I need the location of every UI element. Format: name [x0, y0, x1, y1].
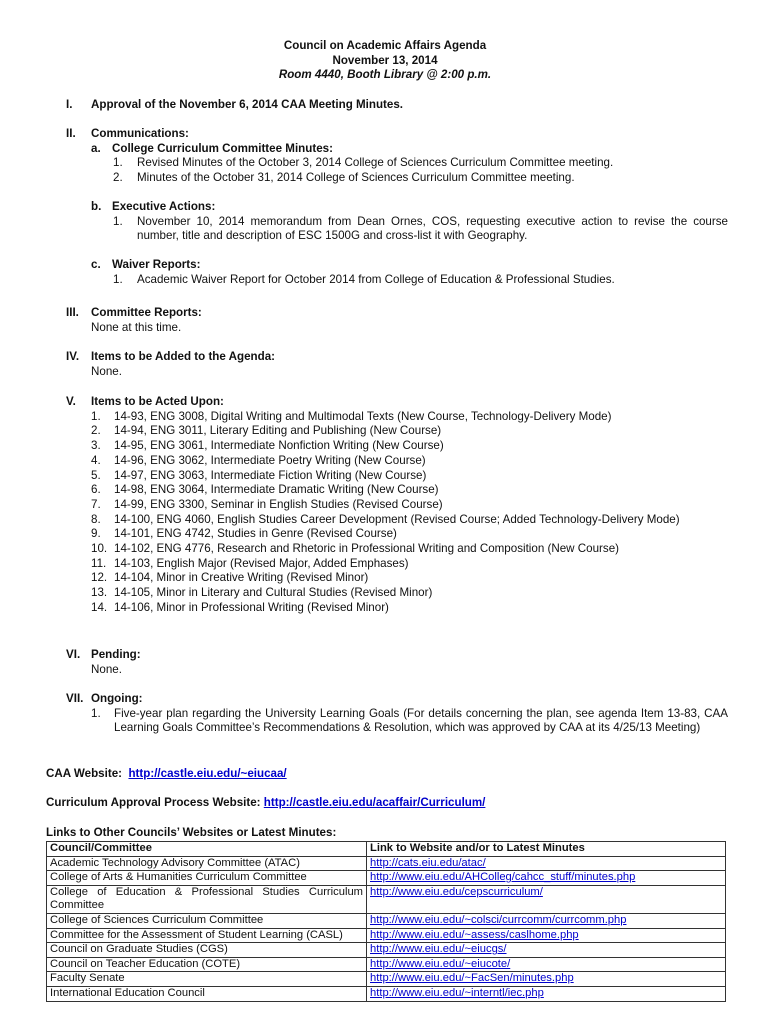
curriculum-website-link[interactable]: http://castle.eiu.edu/acaffair/Curriculum/: [263, 796, 486, 809]
council-link[interactable]: http://cats.eiu.edu/atac/: [370, 856, 486, 869]
item-number: 2.: [113, 171, 123, 185]
subsection-title: Executive Actions:: [112, 199, 216, 213]
item-text: 14-105, Minor in Literary and Cultural Studies (Revised Minor): [114, 586, 433, 600]
council-link-cell: [367, 972, 726, 987]
item-text: Academic Waiver Report for October 2014 from College of Education & Professional Studies.: [137, 272, 615, 286]
council-link[interactable]: http://www.eiu.edu/~assess/caslhome.php: [370, 928, 579, 941]
section-number: I.: [66, 98, 73, 111]
subsection-a: [91, 142, 728, 186]
council-link-cell: [367, 871, 726, 886]
section-number: II.: [66, 127, 76, 140]
subsection-b: [91, 200, 728, 244]
item-text: 14-93, ENG 3008, Digital Writing and Multimodal Texts (New Course, Technology-Delivery Mode): [114, 409, 612, 423]
item-text: 14-94, ENG 3011, Literary Editing and Publishing (New Course): [114, 424, 442, 438]
item-text: 14-104, Minor in Creative Writing (Revised Minor): [114, 571, 369, 585]
item-number: 10.: [91, 542, 108, 556]
council-link-cell: [367, 856, 726, 871]
council-link[interactable]: http://www.eiu.edu/AHColleg/cahcc_stuff/minutes.php: [370, 871, 636, 884]
table-header-row: [47, 842, 726, 857]
council-link[interactable]: http://www.eiu.edu/cepscurriculum/: [370, 885, 543, 898]
item-number: 2.: [91, 424, 101, 438]
council-link[interactable]: http://www.eiu.edu/~colsci/currcomm/currcomm.php: [370, 913, 627, 926]
section-6: [66, 648, 728, 677]
table-row: [47, 943, 726, 958]
links-heading: Links to Other Councils’ Websites or Latest Minutes:: [46, 826, 337, 839]
council-name-cell: College of Sciences Curriculum Committee: [47, 913, 367, 928]
item-number: 3.: [91, 439, 101, 453]
section-number: VII.: [66, 692, 84, 705]
item-number: 1.: [91, 409, 101, 423]
agenda-header: [0, 39, 770, 83]
caa-website-label: CAA Website:: [46, 767, 123, 780]
list-item: [91, 483, 728, 498]
item-number: 7.: [91, 497, 101, 511]
section-3: [66, 306, 728, 335]
list-item: [91, 601, 728, 616]
item-text: 14-98, ENG 3064, Intermediate Dramatic Writing (New Course): [114, 483, 439, 497]
council-name-cell: Faculty Senate: [47, 972, 367, 987]
agenda-date: November 13, 2014: [332, 53, 438, 67]
curriculum-website-label: Curriculum Approval Process Website:: [46, 796, 261, 809]
council-link-cell: [367, 885, 726, 913]
subsection-title: Waiver Reports:: [112, 257, 201, 271]
council-link[interactable]: http://www.eiu.edu/~eiucote/: [370, 957, 511, 970]
section-body: None.: [91, 662, 122, 676]
table-row: [47, 871, 726, 886]
council-link-cell: [367, 957, 726, 972]
section-title: Items to be Added to the Agenda:: [91, 350, 275, 363]
council-name-cell: International Education Council: [47, 986, 367, 1001]
list-item: [113, 156, 728, 171]
item-number: 8.: [91, 512, 101, 526]
section-7: [66, 692, 728, 736]
item-number: 9.: [91, 527, 101, 541]
list-item: [91, 439, 728, 454]
item-number: 1.: [91, 706, 101, 720]
section-title: Approval of the November 6, 2014 CAA Meeting Minutes.: [91, 98, 404, 111]
item-text: 14-99, ENG 3300, Seminar in English Studies (Revised Course): [114, 497, 443, 511]
item-number: 13.: [91, 586, 108, 600]
council-name-cell: Council on Graduate Studies (CGS): [47, 943, 367, 958]
council-name-cell: Council on Teacher Education (COTE): [47, 957, 367, 972]
section-2: [66, 127, 728, 287]
item-number: 6.: [91, 483, 101, 497]
item-number: 5.: [91, 468, 101, 482]
section-number: VI.: [66, 648, 81, 661]
section-number: V.: [66, 395, 76, 408]
subsection-title: College Curriculum Committee Minutes:: [112, 141, 333, 155]
list-item: [91, 586, 728, 601]
item-number: 14.: [91, 600, 108, 614]
agenda-location: Room 4440, Booth Library @ 2:00 p.m.: [278, 68, 492, 82]
item-text: Minutes of the October 31, 2014 College of Sciences Curriculum Committee meeting.: [137, 171, 575, 185]
council-link[interactable]: http://www.eiu.edu/~FacSen/minutes.php: [370, 972, 574, 985]
subsection-letter: c.: [91, 257, 101, 271]
table-row: [47, 972, 726, 987]
item-text: Five-year plan regarding the University Learning Goals (For details concerning the plan, see agenda Item 13-83, CAA Learning Goals Committee’s Recommendations & Resolution, which was approved by CAA at its 4/25/13 Meeting): [114, 706, 728, 735]
councils-table: [46, 841, 726, 1002]
section-title: Ongoing:: [91, 692, 143, 705]
item-text: 14-100, ENG 4060, English Studies Career Development (Revised Course; Added Technology-Delivery Mode): [114, 512, 680, 526]
curriculum-website: [46, 796, 485, 811]
section-title: Committee Reports:: [91, 306, 202, 319]
list-item: [91, 707, 728, 736]
item-number: 1.: [113, 214, 123, 228]
table-row: [47, 928, 726, 943]
table-row: [47, 885, 726, 913]
section-title: Pending:: [91, 648, 141, 661]
agenda-title: Council on Academic Affairs Agenda: [283, 39, 487, 52]
council-name-cell: College of Education & Professional Studies Curriculum Committee: [47, 885, 367, 913]
council-name-cell: Academic Technology Advisory Committee (ATAC): [47, 856, 367, 871]
list-item: [91, 410, 728, 425]
item-text: 14-103, English Major (Revised Major, Added Emphases): [114, 556, 409, 570]
list-item: [113, 171, 728, 186]
section-title: Communications:: [91, 127, 189, 140]
list-item: [91, 469, 728, 484]
caa-website-link[interactable]: http://castle.eiu.edu/~eiucaa/: [128, 767, 287, 780]
council-link-cell: [367, 943, 726, 958]
section-5: [66, 395, 728, 616]
list-item: [91, 542, 728, 557]
table-row: [47, 856, 726, 871]
column-header-council: Council/Committee: [47, 842, 367, 857]
list-item: [113, 215, 728, 244]
list-item: [91, 498, 728, 513]
council-name-cell: Committee for the Assessment of Student Learning (CASL): [47, 928, 367, 943]
item-text: 14-97, ENG 3063, Intermediate Fiction Writing (New Course): [114, 468, 427, 482]
list-item: [91, 424, 728, 439]
subsection-c: [91, 258, 728, 287]
subsection-letter: b.: [91, 199, 102, 213]
caa-website: [46, 767, 287, 782]
council-link-cell: [367, 928, 726, 943]
item-text: 14-95, ENG 3061, Intermediate Nonfiction Writing (New Course): [114, 439, 444, 453]
subsection-letter: a.: [91, 141, 101, 155]
item-number: 11.: [91, 556, 107, 570]
table-row: [47, 957, 726, 972]
section-title: Items to be Acted Upon:: [91, 395, 224, 408]
council-link-cell: [367, 986, 726, 1001]
table-row: [47, 913, 726, 928]
council-link[interactable]: http://www.eiu.edu/~interntl/iec.php: [370, 986, 544, 999]
list-item: [91, 571, 728, 586]
item-text: 14-96, ENG 3062, Intermediate Poetry Writing (New Course): [114, 453, 426, 467]
list-item: [91, 454, 728, 469]
item-number: 1.: [113, 272, 123, 286]
item-text: 14-102, ENG 4776, Research and Rhetoric in Professional Writing and Composition (New Course): [114, 542, 620, 556]
council-name-cell: College of Arts & Humanities Curriculum Committee: [47, 871, 367, 886]
item-number: 12.: [91, 571, 108, 585]
column-header-link: Link to Website and/or to Latest Minutes: [367, 842, 726, 857]
section-number: III.: [66, 306, 79, 319]
table-row: [47, 986, 726, 1001]
section-body: None at this time.: [91, 320, 182, 334]
list-item: [91, 513, 728, 528]
item-text: 14-106, Minor in Professional Writing (Revised Minor): [114, 600, 389, 614]
council-link[interactable]: http://www.eiu.edu/~eiucgs/: [370, 943, 507, 956]
list-item: [91, 557, 728, 572]
section-1: [66, 98, 728, 113]
section-number: IV.: [66, 350, 80, 363]
list-item: [113, 273, 728, 288]
council-link-cell: [367, 913, 726, 928]
item-number: 4.: [91, 453, 101, 467]
section-body: None.: [91, 364, 122, 378]
list-item: [91, 527, 728, 542]
section-4: [66, 350, 728, 379]
item-number: 1.: [113, 156, 123, 170]
item-text: 14-101, ENG 4742, Studies in Genre (Revised Course): [114, 527, 397, 541]
item-text: November 10, 2014 memorandum from Dean Ornes, COS, requesting executive action to revise the course number, title and description of ESC 1500G and cross-list it with Geography.: [137, 214, 728, 243]
item-text: Revised Minutes of the October 3, 2014 College of Sciences Curriculum Committee meeting.: [137, 156, 614, 170]
